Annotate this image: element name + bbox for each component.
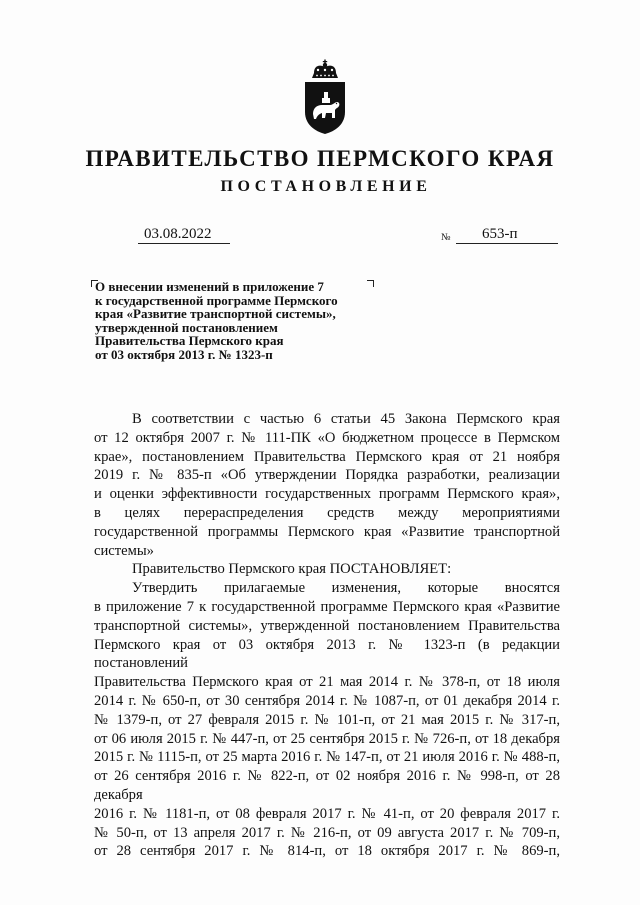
body-line: в целях перераспределения средств между мероприятиями xyxy=(94,504,560,521)
body-line: в приложение 7 к государственной программе Пермского края «Развитие xyxy=(94,598,560,615)
body-line: от 06 июля 2015 г. № 447-п, от 25 сентября 2015 г. № 726-п, от 18 декабря xyxy=(94,730,560,747)
body-line: 2015 г. № 1115-п, от 25 марта 2016 г. № 147-п, от 21 июля 2016 г. № 488-п, xyxy=(94,749,560,766)
document-body xyxy=(94,410,560,861)
body-line: системы» xyxy=(94,542,154,559)
body-line: Пермского края от 03 октября 2013 г. № 1323-п (в редакции постановлений xyxy=(94,636,560,672)
body-line: транспортной системы», утвержденной постановлением Правительства xyxy=(94,617,560,634)
document-date: 03.08.2022 xyxy=(138,225,230,244)
subject-line: утвержденной постановлением xyxy=(95,319,278,335)
subject-line: Правительства Пермского края xyxy=(95,333,284,349)
subject-line: к государственной программе Пермского xyxy=(95,292,338,308)
body-line: и оценки эффективности государственных программ Пермского края», xyxy=(94,486,560,503)
document-type: ПОСТАНОВЛЕНИЕ xyxy=(220,178,432,195)
number-sign: № xyxy=(441,232,451,243)
coat-of-arms-icon xyxy=(300,58,350,136)
document-subject xyxy=(95,280,395,362)
body-line: от 26 сентября 2016 г. № 822-п, от 02 ноября 2016 г. № 998-п, от 28 декабря xyxy=(94,768,560,803)
body-line: крае», постановлением Правительства Пермского края от 21 ноября xyxy=(94,448,560,465)
preamble-paragraph xyxy=(94,410,560,560)
body-line: от 12 октября 2007 г. № 111-ПК «О бюджетном процессе в Пермском xyxy=(94,429,560,446)
body-line: № 50-п, от 13 апреля 2017 г. № 216-п, от 09 августа 2017 г. № 709-п, xyxy=(94,824,560,841)
body-line: Правительство Пермского края ПОСТАНОВЛЯЕТ: xyxy=(132,561,452,578)
subject-line: края «Развитие транспортной системы», xyxy=(95,306,336,322)
body-line: № 1379-п, от 27 февраля 2015 г. № 101-п, от 21 мая 2015 г. № 317-п, xyxy=(94,711,560,728)
subject-line: О внесении изменений в приложение 7 xyxy=(95,279,324,294)
body-line: 2016 г. № 1181-п, от 08 февраля 2017 г. № 41-п, от 20 февраля 2017 г. xyxy=(94,805,560,822)
body-line: от 28 сентября 2017 г. № 814-п, от 18 октября 2017 г. № 869-п, xyxy=(94,843,560,860)
body-line: 2019 г. № 835-п «Об утверждении Порядка разработки, реализации xyxy=(94,467,560,484)
subject-line: от 03 октября 2013 г. № 1323-п xyxy=(95,346,273,362)
resolution-paragraph xyxy=(94,560,560,579)
body-line: государственной программы Пермского края «Развитие транспортной xyxy=(94,523,560,540)
body-line: Утвердить прилагаемые изменения, которые вносятся xyxy=(132,580,560,597)
body-line: В соответствии с частью 6 статьи 45 Закона Пермского края xyxy=(132,411,560,427)
document-number: 653-п xyxy=(456,225,558,244)
decision-paragraph xyxy=(94,579,560,861)
body-line: Правительства Пермского края от 21 мая 2014 г. № 378-п, от 18 июля xyxy=(94,674,560,691)
body-line: 2014 г. № 650-п, от 30 сентября 2014 г. № 1087-п, от 01 декабря 2014 г. xyxy=(94,692,560,709)
government-title: ПРАВИТЕЛЬСТВО ПЕРМСКОГО КРАЯ xyxy=(85,146,555,171)
